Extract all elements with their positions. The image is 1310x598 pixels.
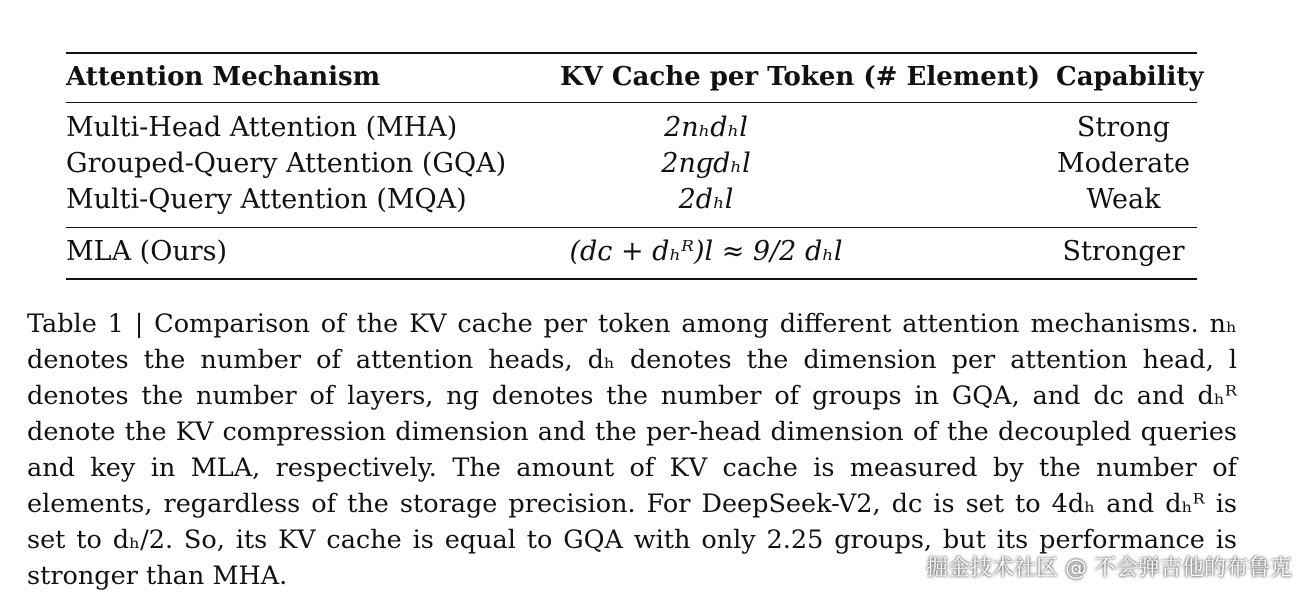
row-mqa-mechanism: Multi-Query Attention (MQA): [66, 184, 467, 215]
caption-text: Table 1 | Comparison of the KV cache per token among different attention mechanisms. nₕ denotes the number of attention heads, dₕ denotes the dimension per attention head, l denotes the number of layers, nɡ denotes the number of groups in GQA, and dᴄ and dₕᴿ denote the KV compression dimension and the per-head dimension of the decoupled queries and key in MLA, respectively. The amount of KV cache is measured by the number of elements, regardless of the storage precision. For DeepSeek-V2, dᴄ is set to 4dₕ and dₕᴿ is set to dₕ/2. So, its KV cache is equal to GQA with only 2.25 groups, but its performance is stronger than MHA.: [27, 309, 1237, 591]
row-mla-mechanism: MLA (Ours): [66, 236, 228, 267]
row-mla-capability: Stronger: [1062, 236, 1185, 267]
table-bottom-rule: [66, 278, 1197, 280]
row-mha-capability: Strong: [1076, 112, 1171, 143]
row-gqa-kv-cache: 2nɡdₕl: [661, 148, 751, 179]
table-header-rule: [66, 102, 1197, 103]
row-mla-kv-cache: (dᴄ + dₕᴿ)l ≈ 9/2 dₕl: [569, 236, 843, 267]
watermark: 掘金技术社区 @ 不会弹吉他的布鲁克: [926, 556, 1292, 581]
table-mid-rule: [66, 227, 1197, 228]
row-mha-kv-cache: 2nₕdₕl: [664, 112, 748, 143]
row-gqa-mechanism: Grouped-Query Attention (GQA): [66, 148, 507, 179]
header-kv-cache: KV Cache per Token (# Element): [560, 62, 1041, 92]
header-attention-mechanism: Attention Mechanism: [66, 62, 381, 92]
row-gqa-capability: Moderate: [1057, 148, 1190, 179]
row-mha-mechanism: Multi-Head Attention (MHA): [66, 112, 458, 143]
header-capability: Capability: [1056, 62, 1204, 92]
row-mqa-capability: Weak: [1086, 184, 1161, 215]
row-mqa-kv-cache: 2dₕl: [678, 184, 734, 215]
table-top-rule: [66, 52, 1197, 54]
